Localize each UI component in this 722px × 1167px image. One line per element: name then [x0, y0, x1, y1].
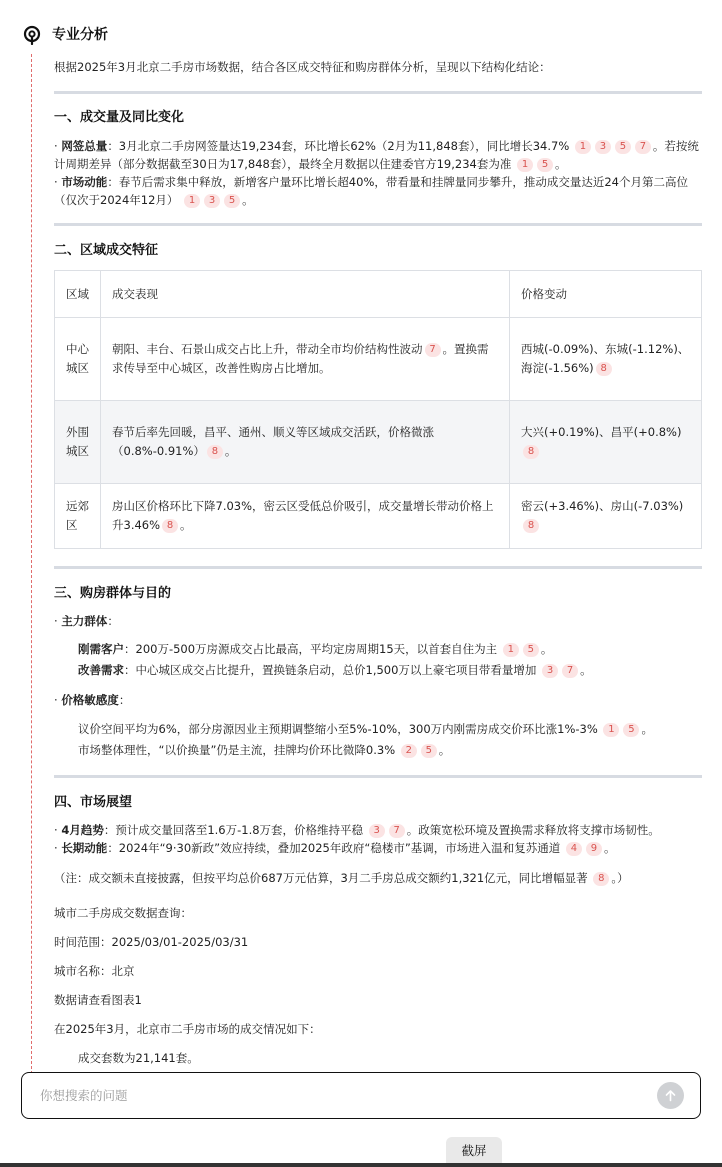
answer-content: [54, 58, 702, 1112]
bullet-text: ：3月北京二手房网签量达19,234套，环比增长62%（2月为11,848套），同比增长34.7%: [107, 139, 570, 153]
table-row: [55, 318, 702, 401]
citation-ref[interactable]: 8: [207, 445, 223, 459]
bullet-label: 价格敏感度: [61, 693, 119, 707]
bullet-april-trend: [54, 821, 702, 839]
citation-ref[interactable]: 2: [401, 744, 417, 758]
table-header-cell: 成交表现: [101, 271, 510, 318]
bullet-dot: ·: [54, 175, 58, 189]
bullet-label: 改善需求: [78, 663, 124, 677]
bullet-label: 主力群体: [61, 614, 108, 628]
cell-text: 大兴(+0.19%)、昌平(+0.8%): [521, 425, 682, 439]
citation-ref[interactable]: 7: [562, 664, 578, 678]
section-divider: [54, 566, 702, 569]
bullet-text: 。: [555, 157, 567, 171]
citation-ref[interactable]: 9: [586, 842, 602, 856]
table-cell-perf: [101, 401, 510, 484]
bullet-text: ：200万-500万房源成交占比最高，平均定房周期15天，以首套自住为主: [124, 642, 498, 656]
arrow-up-icon: [664, 1089, 677, 1102]
cell-text: 春节后率先回暖，昌平、通州、顺义等区域成交活跃，价格微涨（0.8%-0.91%）: [112, 425, 434, 458]
query-chart-hint: 数据请查看图表1: [54, 993, 142, 1007]
citation-ref[interactable]: 7: [425, 343, 441, 357]
bullet-text: 。: [540, 642, 553, 656]
answer-header: [22, 24, 108, 46]
bullet-label: 刚需客户: [78, 642, 124, 656]
bullet-text: ：预计成交量回落至1.6万-1.8万套，价格维持平稳: [103, 823, 364, 837]
table-header-cell: 价格变动: [510, 271, 702, 318]
bullet-label: 长期动能: [61, 841, 108, 855]
bullet-dot: ·: [54, 693, 58, 707]
bullet-main-groups: [54, 612, 702, 630]
citation-ref[interactable]: 1: [517, 158, 533, 172]
bullet-text: 。: [603, 841, 616, 855]
query-title: 城市二手房成交数据查询：: [54, 906, 192, 920]
cell-text: 。: [224, 444, 237, 458]
intro-text: 根据2025年3月北京二手房市场数据，结合各区成交特征和购房群体分析，呈现以下结构化结论：: [54, 60, 551, 74]
citation-ref[interactable]: 7: [635, 140, 651, 154]
citation-ref[interactable]: 3: [204, 194, 220, 208]
table-cell-perf: [101, 318, 510, 401]
bullet-label: 市场动能: [61, 175, 108, 189]
query-city: 城市名称：北京: [54, 964, 135, 978]
analysis-logo-icon: [22, 25, 42, 45]
table-cell-price: [510, 318, 702, 401]
table-cell-perf: [101, 484, 510, 549]
section1-heading: 一、成交量及同比变化: [54, 110, 185, 125]
citation-ref[interactable]: 3: [369, 824, 385, 838]
citation-ref[interactable]: 1: [575, 140, 591, 154]
citation-ref[interactable]: 1: [184, 194, 200, 208]
bullet-dot: ·: [54, 139, 58, 153]
sub-bullet-upgrade-demand: [54, 661, 702, 679]
bullet-text: 议价空间平均为6%，部分房源因业主预期调整缩小至5%-10%，300万内刚需房成交价环比涨1%-3%: [78, 722, 598, 736]
citation-ref[interactable]: 5: [623, 723, 639, 737]
cell-text: 西城(-0.09%)、东城(-1.12%)、海淀(-1.56%): [521, 342, 690, 375]
section2-heading: 二、区域成交特征: [54, 243, 159, 258]
section-divider: [54, 91, 702, 94]
citation-ref[interactable]: 5: [421, 744, 437, 758]
bullet-text: 市场整体理性，“以价换量”仍是主流，挂牌均价环比微降0.3%: [78, 743, 396, 757]
note-text: [54, 869, 702, 887]
bullet-price-sensitivity: [54, 691, 702, 709]
table-cell-region: 外围城区: [55, 401, 101, 484]
citation-ref[interactable]: 5: [537, 158, 553, 172]
screenshot-tab[interactable]: 截屏: [446, 1137, 502, 1165]
bullet-text: 。: [641, 722, 653, 736]
citation-ref[interactable]: 8: [593, 872, 609, 886]
cell-text: 密云(+3.46%)、房山(-7.03%): [521, 499, 684, 513]
note-body: （注：成交额未直接披露，但按平均总价687万元估算，3月二手房总成交额约1,321亿元，同比增幅显著: [54, 871, 588, 885]
bottom-bar: [0, 1163, 722, 1167]
section-divider: [54, 223, 702, 226]
table-header-row: [55, 271, 702, 318]
section4-heading: 四、市场展望: [54, 795, 133, 810]
note-body: 。）: [611, 871, 629, 885]
bullet-text: ：2024年“9·30新政”效应持续，叠加2025年政府“稳楼市”基调，市场进入温和复苏通道: [107, 841, 561, 855]
search-input[interactable]: [38, 1087, 657, 1104]
table-cell-region: 中心城区: [55, 318, 101, 401]
table-row: [55, 484, 702, 549]
table-cell-price: [510, 484, 702, 549]
citation-ref[interactable]: 4: [566, 842, 582, 856]
section3-heading: 三、购房群体与目的: [54, 586, 172, 601]
query-summary: 在2025年3月，北京市二手房市场的成交情况如下：: [54, 1022, 321, 1036]
citation-ref[interactable]: 8: [523, 445, 539, 459]
bullet-text: ：春节后需求集中释放，新增客户量环比增长超40%，带看量和挂牌量同步攀升，推动成交量达近24个月第二高位（仅次于2024年12月）: [54, 175, 689, 207]
citation-ref[interactable]: 8: [523, 519, 539, 533]
bullet-dot: ·: [54, 614, 58, 628]
bullet-text: 。若按统计周期差异（部分数据截至30日为17,848套），最终全月数据以住建委官方19,234套为准: [54, 139, 699, 171]
table-header-cell: 区域: [55, 271, 101, 318]
cell-text: 。: [180, 518, 192, 532]
citation-ref[interactable]: 1: [503, 643, 519, 657]
query-time-range: 时间范围：2025/03/01-2025/03/31: [54, 935, 249, 949]
sub-bullet-rigid-demand: [54, 640, 702, 658]
bullet-label: 4月趋势: [61, 823, 104, 837]
bullet-text: 。: [438, 743, 451, 757]
cell-text: 房山区价格环比下降7.03%，密云区受低总价吸引，成交量增长带动价格上升3.46%: [112, 499, 494, 532]
bullet-dot: ·: [54, 841, 58, 855]
cell-text: 朝阳、丰台、石景山成交占比上升，带动全市均价结构性波动: [112, 342, 423, 356]
citation-ref[interactable]: 7: [389, 824, 405, 838]
citation-ref[interactable]: 3: [542, 664, 558, 678]
citation-ref[interactable]: 5: [224, 194, 240, 208]
bullet-market-momentum: [54, 173, 702, 209]
citation-ref[interactable]: 3: [595, 140, 611, 154]
timeline-dashed-line: [31, 54, 32, 1074]
section-divider: [54, 775, 702, 778]
table-row: [55, 401, 702, 484]
citation-ref[interactable]: 8: [162, 519, 178, 533]
bullet-signing-total: [54, 137, 702, 173]
bullet-text: ：: [107, 614, 119, 628]
bullet-text: ：中心城区成交占比提升，置换链条启动，总价1,500万以上豪宅项目带看量增加: [124, 663, 537, 677]
bullet-text: 。: [580, 663, 592, 677]
bullet-text: 。政策宽松环境及置换需求释放将支撑市场韧性。: [406, 823, 660, 837]
citation-ref[interactable]: 5: [523, 643, 539, 657]
bullet-text: ：: [118, 693, 131, 707]
cell-text: 。置换需求传导至中心城区，改善性购房占比增加。: [112, 342, 489, 375]
section-title: 专业分析: [52, 27, 108, 43]
sub-bullet-bargain-space: [54, 720, 702, 738]
bullet-long-term: [54, 839, 702, 857]
citation-ref[interactable]: 1: [603, 723, 619, 737]
table-cell-region: 远郊区: [55, 484, 101, 549]
sub-bullet-market-rational: [54, 741, 702, 759]
query-deal-count: 成交套数为21,141套。: [78, 1051, 199, 1065]
bullet-label: 网签总量: [61, 139, 108, 153]
search-bar: [21, 1072, 701, 1119]
table-cell-price: [510, 401, 702, 484]
bullet-dot: ·: [54, 823, 58, 837]
citation-ref[interactable]: 8: [596, 362, 612, 376]
bullet-text: 。: [242, 193, 254, 207]
region-table: [54, 270, 702, 549]
citation-ref[interactable]: 5: [615, 140, 631, 154]
send-button[interactable]: [657, 1082, 684, 1109]
